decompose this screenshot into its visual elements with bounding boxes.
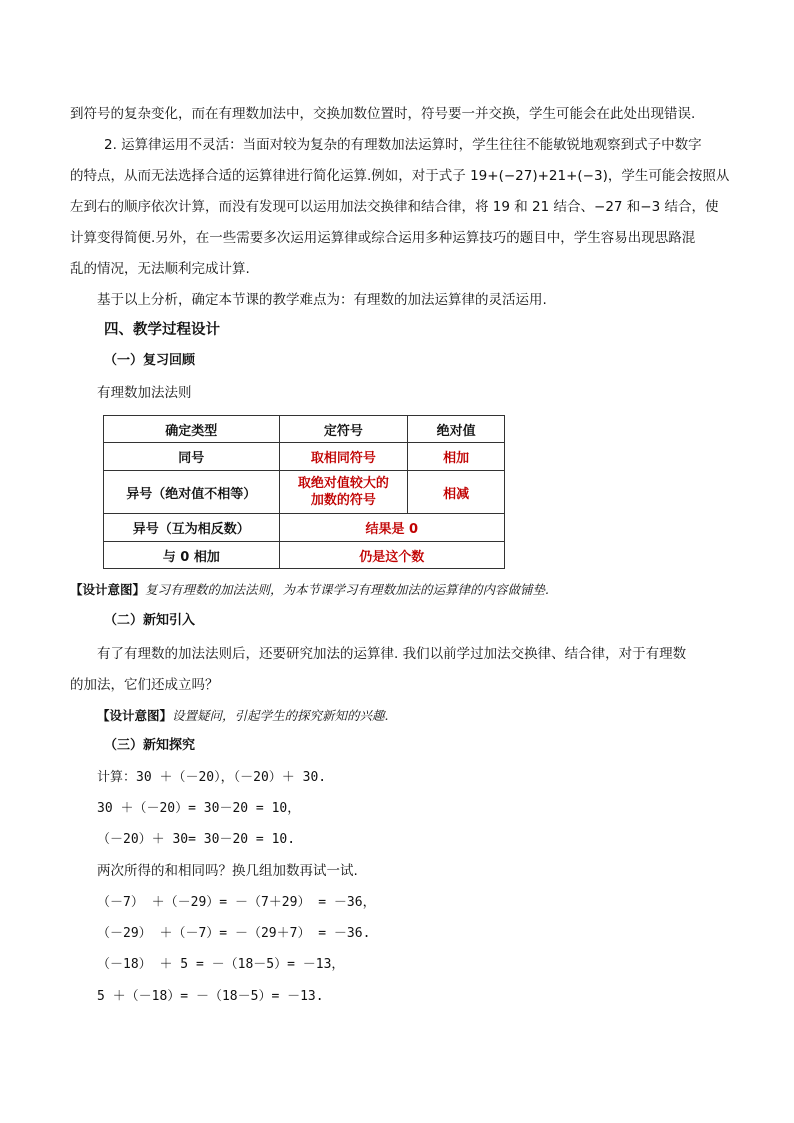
table-header-cell: 绝对值 (408, 416, 505, 443)
math-line: （－29） ＋（－7）= －（29＋7） = －36. (97, 926, 371, 941)
paragraph-line: 乱的情况，无法顺利完成计算. (70, 261, 250, 277)
table-cell: 同号 (104, 443, 280, 471)
paragraph-line: 两次所得的和相同吗？换几组加数再试一试. (97, 863, 358, 879)
table-cell: 异号（绝对值不相等） (104, 471, 280, 514)
math-line: （－20）＋ 30= 30－20 = 10. (97, 832, 296, 847)
addition-rules-table (103, 415, 505, 569)
table-row (104, 542, 505, 569)
math-line: 计算：30 ＋（－20），（－20）＋ 30. (97, 770, 327, 785)
table-cell: 结果是 0 (279, 514, 504, 542)
subsection-heading: （一）复习回顾 (104, 353, 196, 368)
paragraph-line: 计算变得简便.另外，在一些需要多次运用运算律或综合运用多种运算技巧的题目中，学生容易出现思路混 (70, 230, 696, 246)
table-caption: 有理数加法法则 (97, 385, 192, 401)
design-intent-note (70, 580, 549, 600)
table-header-cell: 确定类型 (104, 416, 280, 443)
math-line: （－7） ＋（－29）= －（7＋29） = －36， (97, 895, 376, 910)
math-line: 5 ＋（－18）= －（18－5）= －13. (97, 989, 324, 1004)
paragraph-line: 的特点，从而无法选择合适的运算律进行简化运算.例如，对于式子 19+(−27)+21+(−3)，学生可能会按照从 (70, 168, 730, 184)
table-header-row (104, 416, 505, 443)
subsection-heading: （三）新知探究 (104, 738, 196, 753)
math-line: 30 ＋（－20）= 30－20 = 10， (97, 801, 301, 816)
table-cell: 异号（互为相反数） (104, 514, 280, 542)
paragraph-line: 的加法，它们还成立吗？ (70, 677, 219, 693)
table-cell: 相减 (408, 471, 505, 514)
design-intent-text: 设置疑问，引起学生的探究新知的兴趣. (172, 708, 389, 723)
table-row (104, 471, 505, 514)
paragraph-line: 2. 运算律运用不灵活：当面对较为复杂的有理数加法运算时，学生往往不能敏锐地观察到式子中数字 (104, 137, 702, 153)
design-intent-tag: 【设计意图】 (70, 582, 146, 597)
table-cell: 与 0 相加 (104, 542, 280, 569)
table-row (104, 443, 505, 471)
table-row (104, 514, 505, 542)
table-cell (279, 471, 408, 514)
math-line: （－18） ＋ 5 = －（18－5）= －13， (97, 957, 345, 972)
paragraph-line: 基于以上分析，确定本节课的教学难点为：有理数的加法运算律的灵活运用. (97, 292, 547, 308)
design-intent-text: 复习有理数的加法法则，为本节课学习有理数加法的运算律的内容做铺垫. (145, 582, 549, 597)
table-cell: 取相同符号 (279, 443, 408, 471)
paragraph-line: 有了有理数的加法法则后，还要研究加法的运算律. 我们以前学过加法交换律、结合律，对于有理数 (97, 646, 687, 662)
section-heading: 四、教学过程设计 (104, 322, 220, 338)
paragraph-continuation: 到符号的复杂变化，而在有理数加法中，交换加数位置时，符号要一并交换，学生可能会在此处出现错误. (70, 106, 696, 122)
table-cell: 仍是这个数 (279, 542, 504, 569)
table-header-cell: 定符号 (279, 416, 408, 443)
design-intent-tag: 【设计意图】 (97, 708, 173, 723)
design-intent-note (97, 706, 389, 726)
subsection-heading: （二）新知引入 (104, 613, 196, 628)
table-cell: 相加 (408, 443, 505, 471)
table-cell-line: 取绝对值较大的 (297, 476, 389, 491)
paragraph-line: 左到右的顺序依次计算，而没有发现可以运用加法交换律和结合律，将 19 和 21 结合、−27 和−3 结合，使 (70, 199, 719, 215)
table-cell-line: 加数的符号 (310, 493, 376, 508)
